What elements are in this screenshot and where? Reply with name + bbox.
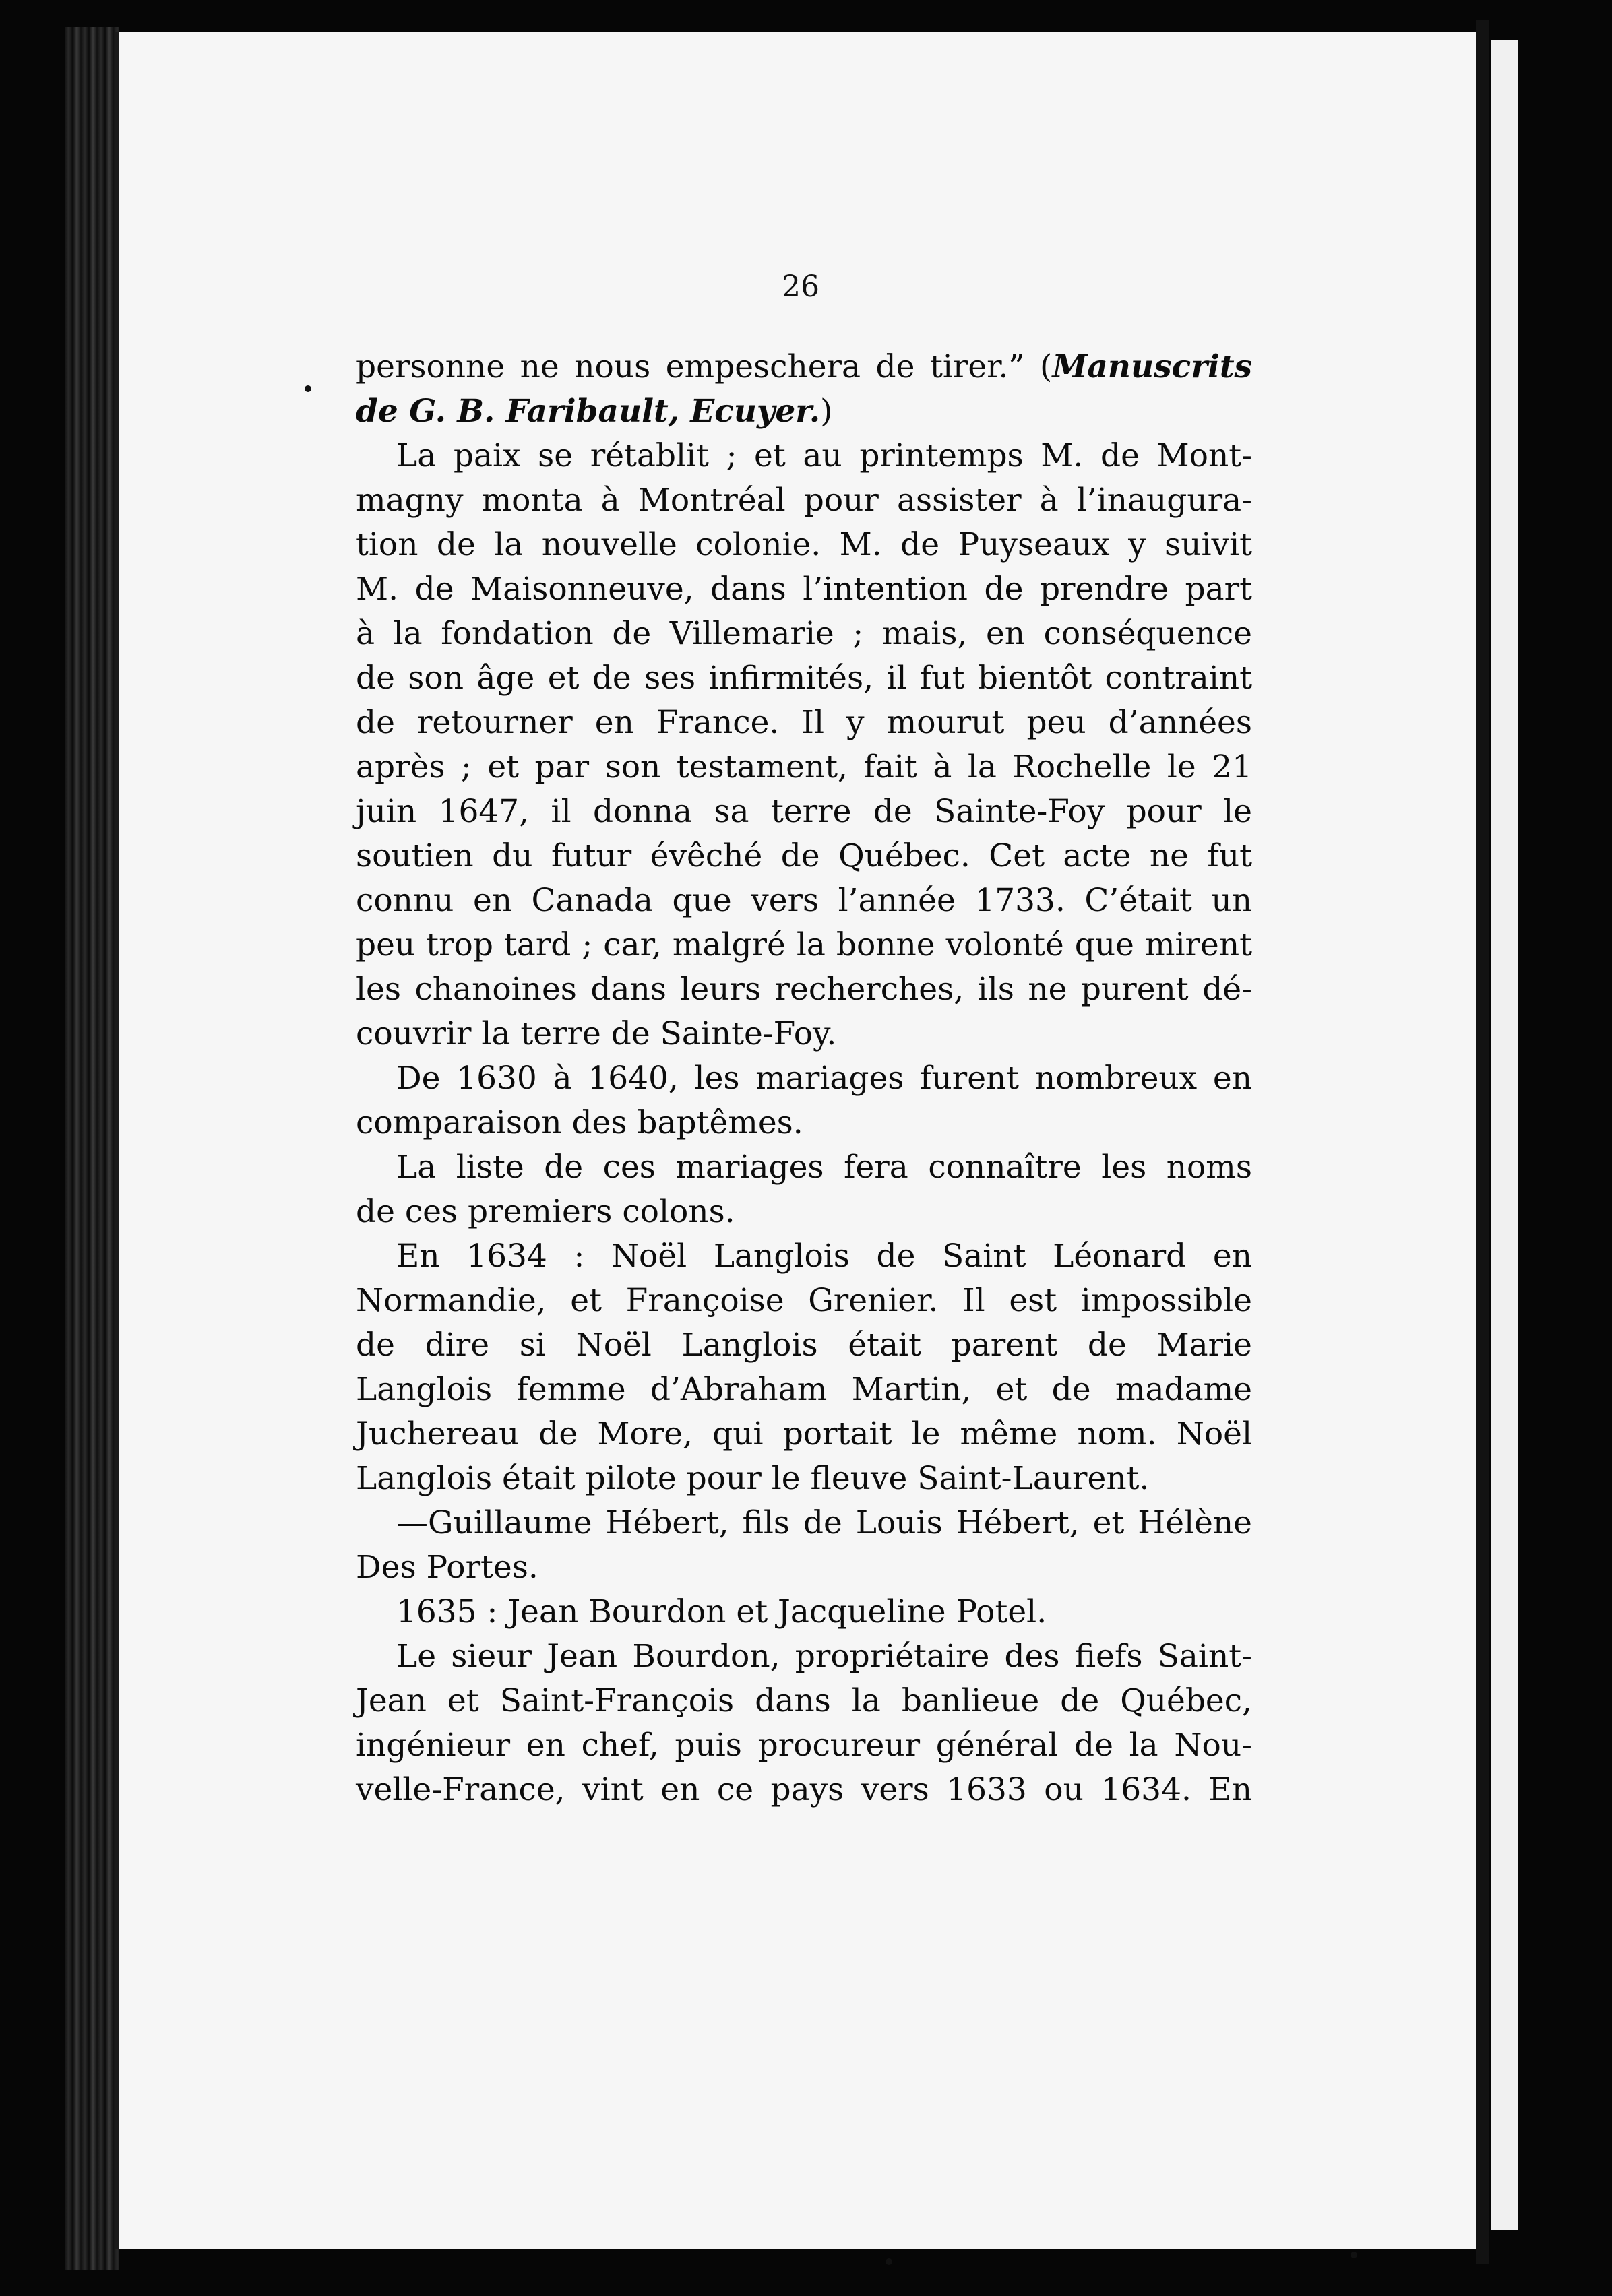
- text-line: peu trop tard ; car, malgré la bonne volonté que mirent: [356, 926, 1252, 963]
- text-line: En 1634 : Noël Langlois de Saint Léonard en: [396, 1238, 1252, 1275]
- text-line: Jean et Saint-François dans la banlieue de Québec,: [356, 1682, 1252, 1719]
- page-edge-shadow: [1476, 20, 1489, 2264]
- speck-mark: [886, 2258, 892, 2265]
- citation-italic: Manuscrits: [1052, 348, 1252, 385]
- text-line: La liste de ces mariages fera connaître les noms: [396, 1149, 1252, 1186]
- text-line: —Guillaume Hébert, fils de Louis Hébert, et Hélène: [396, 1504, 1252, 1541]
- text-line: Normandie, et Françoise Grenier. Il est impossible: [356, 1282, 1252, 1319]
- text-line: les chanoines dans leurs recherches, ils ne purent dé-: [356, 971, 1252, 1008]
- text-line: à la fondation de Villemarie ; mais, en conséquence: [356, 615, 1252, 652]
- text-fragment: personne ne nous empeschera de tirer.” (: [356, 348, 1053, 385]
- text-line: Langlois était pilote pour le fleuve Saint-Laurent.: [356, 1460, 1150, 1497]
- text-line: M. de Maisonneuve, dans l’intention de prendre part: [356, 571, 1252, 608]
- citation-italic: de G. B. Faribault, Ecuyer.: [356, 393, 821, 430]
- text-line: [356, 389, 1252, 434]
- text-line: De 1630 à 1640, les mariages furent nombreux en: [396, 1060, 1252, 1097]
- text-line: Le sieur Jean Bourdon, propriétaire des fiefs Saint-: [396, 1638, 1252, 1675]
- text-line: Des Portes.: [356, 1549, 538, 1586]
- text-fragment: ): [820, 393, 833, 430]
- text-line: de ces premiers colons.: [356, 1193, 735, 1230]
- text-line: tion de la nouvelle colonie. M. de Puyseaux y suivit: [356, 526, 1252, 563]
- page-number: 26: [782, 269, 819, 304]
- text-line: de son âge et de ses infirmités, il fut bientôt contraint: [356, 660, 1252, 697]
- text-line: La paix se rétablit ; et au printemps M. de Mont-: [396, 437, 1252, 474]
- text-line: après ; et par son testament, fait à la Rochelle le 21: [356, 748, 1252, 786]
- text-line: comparaison des baptêmes.: [356, 1104, 803, 1141]
- text-line: juin 1647, il donna sa terre de Sainte-Foy pour le: [356, 793, 1252, 830]
- speck-mark: [305, 385, 311, 392]
- text-line: connu en Canada que vers l’année 1733. C’était un: [356, 882, 1252, 919]
- page-body-text: [356, 345, 1252, 1812]
- text-line: ingénieur en chef, puis procureur général de la Nou-: [356, 1727, 1252, 1764]
- speck-mark: [1351, 2252, 1357, 2258]
- text-line: velle-France, vint en ce pays vers 1633 ou 1634. En: [356, 1771, 1252, 1808]
- text-line: Langlois femme d’Abraham Martin, et de madame: [356, 1371, 1252, 1408]
- text-line: Juchereau de More, qui portait le même nom. Noël: [356, 1415, 1252, 1453]
- text-line: couvrir la terre de Sainte-Foy.: [356, 1015, 837, 1052]
- text-line: [356, 345, 1252, 389]
- text-line: soutien du futur évêché de Québec. Cet acte ne fut: [356, 837, 1252, 874]
- text-line: 1635 : Jean Bourdon et Jacqueline Potel.: [396, 1593, 1047, 1630]
- adjacent-page-strip: [1491, 40, 1518, 2230]
- text-line: magny monta à Montréal pour assister à l’inaugura-: [356, 482, 1252, 519]
- book-spine: [65, 27, 119, 2270]
- text-line: de retourner en France. Il y mourut peu d’années: [356, 704, 1252, 741]
- text-line: de dire si Noël Langlois était parent de Marie: [356, 1327, 1252, 1364]
